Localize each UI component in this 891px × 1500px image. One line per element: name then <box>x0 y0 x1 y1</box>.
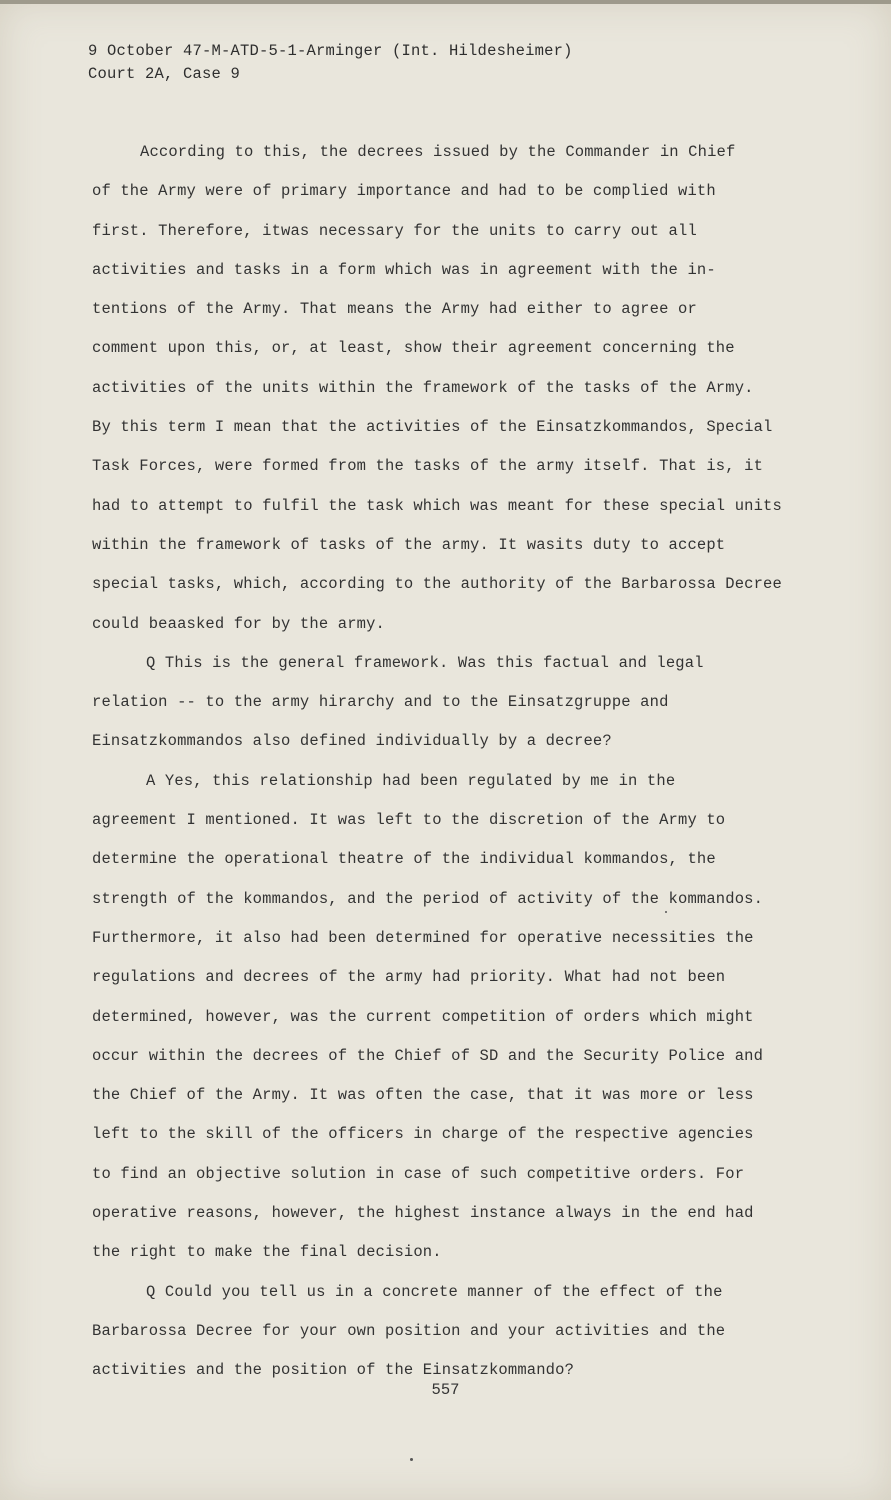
text-line: had to attempt to fulfil the task which was meant for these special units <box>92 496 782 515</box>
text-line: strength of the kommandos, and the period of activity of the kommandos. <box>92 889 764 908</box>
text-line: Task Forces, were formed from the tasks of the army itself. That is, it <box>92 457 764 476</box>
text-line: comment upon this, or, at least, show their agreement concerning the <box>92 339 735 358</box>
text-line: could beaasked for by the army. <box>92 614 385 633</box>
text-line: According to this, the decrees issued by the Commander in Chief <box>140 143 736 161</box>
paper-speck <box>665 911 667 913</box>
text-line: activities of the units within the framework of the tasks of the Army. <box>92 378 754 397</box>
text-line: operative reasons, however, the highest instance always in the end had <box>92 1204 754 1223</box>
text-line: Furthermore, it also had been determined for operative necessities the <box>92 928 754 947</box>
text-line: special tasks, which, according to the authority of the Barbarossa Decree <box>92 575 782 594</box>
text-line: Barbarossa Decree for your own position and your activities and the <box>92 1321 726 1340</box>
text-line: determined, however, was the current competition of orders which might <box>92 1007 754 1026</box>
text-line: tentions of the Army. That means the Army had either to agree or <box>92 300 697 319</box>
text-line: Einsatzkommandos also defined individually by a decree? <box>92 732 612 751</box>
text-line: activities and tasks in a form which was in agreement with the in- <box>92 260 716 279</box>
document-header <box>88 40 573 86</box>
header-court-line: Court 2A, Case 9 <box>88 65 241 83</box>
paper-speck <box>410 1458 413 1461</box>
text-line: By this term I mean that the activities of the Einsatzkommandos, Special <box>92 418 773 437</box>
text-line: occur within the decrees of the Chief of SD and the Security Police and <box>92 1046 764 1065</box>
text-line: the Chief of the Army. It was often the case, that it was more or less <box>92 1086 754 1105</box>
page-top-edge <box>0 0 891 4</box>
text-line: of the Army were of primary importance and had to be complied with <box>92 182 716 201</box>
text-line: left to the skill of the officers in charge of the respective agencies <box>92 1125 754 1144</box>
text-line: within the framework of tasks of the army. It wasits duty to accept <box>92 535 726 554</box>
text-line: first. Therefore, itwas necessary for the units to carry out all <box>92 221 697 240</box>
text-line: determine the operational theatre of the individual kommandos, the <box>92 850 716 869</box>
page-number: 557 <box>431 1381 460 1399</box>
question-line: Q This is the general framework. Was this factual and legal <box>146 653 704 672</box>
text-line: to find an objective solution in case of such competitive orders. For <box>92 1164 745 1183</box>
text-line: regulations and decrees of the army had priority. What had not been <box>92 968 726 987</box>
text-line: activities and the position of the Einsatzkommando? <box>92 1361 575 1380</box>
transcript-body <box>92 133 812 1391</box>
text-line: agreement I mentioned. It was left to the discretion of the Army to <box>92 811 726 830</box>
text-line: the right to make the final decision. <box>92 1243 442 1262</box>
question-line: Q Could you tell us in a concrete manner of the effect of the <box>146 1282 723 1301</box>
answer-line: A Yes, this relationship had been regulated by me in the <box>146 771 676 790</box>
header-case-line: 9 October 47-M-ATD-5-1-Arminger (Int. Hildesheimer) <box>88 42 573 60</box>
text-line: relation -- to the army hirarchy and to the Einsatzgruppe and <box>92 693 669 712</box>
